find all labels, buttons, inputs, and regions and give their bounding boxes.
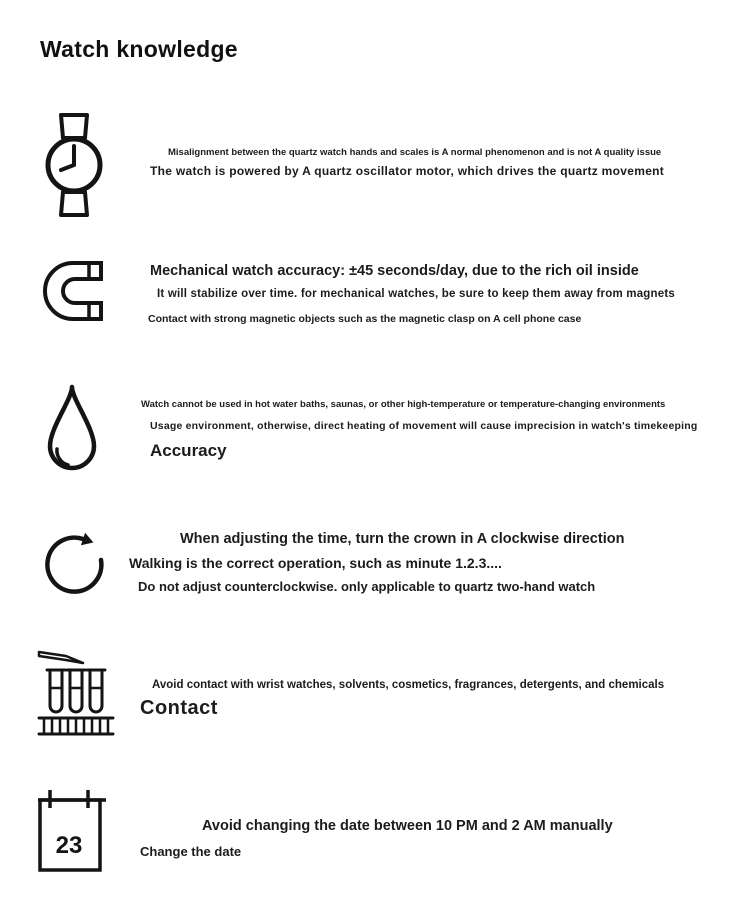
wristwatch-icon (38, 112, 106, 218)
page-title: Watch knowledge (40, 36, 238, 62)
section-text-line: Walking is the correct operation, such as minute 1.2.3.... (129, 555, 502, 571)
test-tubes-icon (36, 644, 116, 748)
section-text-line: Misalignment between the quartz watch hands and scales is A normal phenomenon and is not A quality issue (168, 147, 662, 158)
section-text-line: Contact with strong magnetic objects such as the magnetic clasp on A cell phone case (148, 313, 582, 325)
section-text-line: Usage environment, otherwise, direct heating of movement will cause imprecision in watch's timekeeping (150, 420, 698, 432)
section-text-line: Avoid changing the date between 10 PM and 2 AM manually (202, 818, 613, 834)
section-text-line: The watch is powered by A quartz oscillator motor, which drives the quartz movement (150, 164, 665, 178)
calendar-icon (36, 788, 108, 874)
section-text-line: Accuracy (150, 441, 227, 460)
clockwise-arrow-icon (40, 518, 110, 602)
section-text-line: Avoid contact with wrist watches, solvents, cosmetics, fragrances, detergents, and chemicals (152, 679, 665, 691)
section-text-line: Change the date (140, 844, 242, 859)
section-text-line: Do not adjust counterclockwise. only applicable to quartz two-hand watch (138, 579, 596, 594)
section-text-line: It will stabilize over time. for mechanical watches, be sure to keep them away from magnets (157, 288, 675, 300)
section-text-line: Mechanical watch accuracy: ±45 seconds/day, due to the rich oil inside (150, 263, 639, 279)
magnet-icon (42, 258, 105, 325)
section-text-line: Contact (140, 697, 218, 719)
calendar-date-number: 23 (55, 832, 83, 859)
water-drop-icon (40, 383, 104, 480)
section-text-line: Watch cannot be used in hot water baths, saunas, or other high-temperature or temperature-changing environments (141, 399, 666, 410)
section-text-line: When adjusting the time, turn the crown in A clockwise direction (180, 531, 625, 547)
